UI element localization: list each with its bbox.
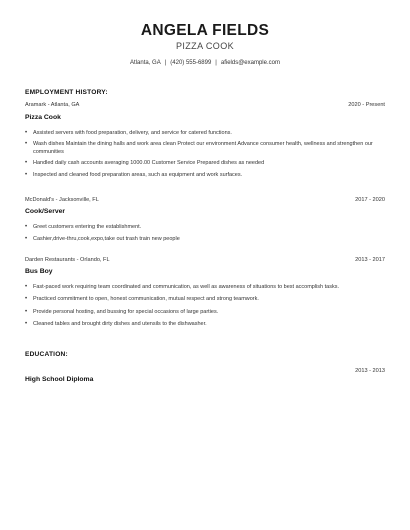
bullet-icon: •	[25, 130, 28, 136]
job-dates: 2013 - 2017	[355, 257, 385, 263]
education-dates: 2013 - 2013	[355, 368, 385, 374]
contact-separator: |	[215, 60, 217, 66]
candidate-name: ANGELA FIELDS	[140, 22, 270, 39]
job-bullet-list	[25, 224, 385, 244]
bullet-text: Cashier,drive-thru,cook,expo,take out trash train new people	[33, 236, 180, 243]
job-meta-line	[25, 102, 385, 108]
job-dates: 2017 - 2020	[355, 197, 385, 203]
job-employer: Aramark - Atlanta, GA	[25, 102, 80, 108]
job-bullet-list	[25, 284, 385, 329]
bullet-text: Assisted servers with food preparation, delivery, and service for catered functions.	[33, 130, 232, 136]
list-item	[25, 160, 385, 167]
list-item	[25, 296, 385, 303]
list-item	[25, 172, 385, 179]
bullet-text: Cleaned tables and brought dirty dishes and utensils to the dishwasher.	[33, 321, 207, 328]
bullet-text: Wash dishes Maintain the dining halls and work area clean Protect our environment Advance consumer health, wellness and strengthen our communities	[33, 141, 373, 155]
job-meta-line	[25, 257, 385, 263]
bullet-text: Handled daily cash accounts averaging 1000.00 Customer Service Prepared dishes as needed	[33, 160, 265, 167]
bullet-icon: •	[25, 141, 28, 148]
job-title: Bus Boy	[25, 268, 53, 275]
contact-separator: |	[164, 60, 167, 66]
job-meta-line	[25, 197, 385, 203]
job-title: Pizza Cook	[25, 114, 61, 121]
bullet-icon: •	[25, 160, 28, 167]
list-item	[25, 309, 385, 316]
employment-section-title: EMPLOYMENT HISTORY:	[25, 89, 108, 96]
bullet-icon: •	[25, 171, 28, 178]
list-item	[25, 224, 385, 231]
contact-email[interactable]: afields@example.com	[220, 60, 280, 66]
job-dates: 2020 - Present	[348, 102, 385, 108]
bullet-icon: •	[25, 321, 28, 328]
bullet-text: Inspected and cleaned food preparation areas, such as equipment and work surfaces.	[33, 171, 243, 178]
list-item	[25, 236, 385, 243]
education-section-title: EDUCATION:	[25, 351, 68, 358]
contact-phone: (420) 555-6899	[170, 60, 212, 66]
bullet-icon: •	[25, 296, 28, 303]
candidate-role: PIZZA COOK	[175, 41, 234, 51]
job-bullet-list	[25, 130, 385, 179]
list-item	[25, 130, 385, 137]
bullet-text: Greet customers entering the establishment.	[33, 224, 142, 230]
bullet-text: Provide personal hosting, and bussing for special occasions of large parties.	[33, 308, 219, 315]
list-item	[25, 141, 385, 156]
contact-location: Atlanta, GA	[130, 60, 161, 66]
bullet-text: Practiced commitment to open, honest communication, mutual respect and strong teamwork.	[33, 296, 259, 303]
education-degree: High School Diploma	[25, 376, 94, 383]
bullet-text: Fast-paced work requiring team coordinated and communication, as well as awareness of situations to best accomplish tasks.	[33, 284, 340, 290]
job-title: Cook/Server	[25, 208, 66, 215]
education-entry	[25, 368, 385, 386]
contact-line	[0, 60, 410, 66]
list-item	[25, 284, 385, 291]
bullet-icon: •	[25, 236, 28, 243]
bullet-icon: •	[25, 284, 28, 290]
bullet-icon: •	[25, 224, 28, 230]
job-employer: Darden Restaurants - Orlando, FL	[25, 257, 110, 263]
bullet-icon: •	[25, 308, 28, 315]
list-item	[25, 321, 385, 328]
job-employer: McDonald's - Jacksonville, FL	[25, 197, 99, 203]
